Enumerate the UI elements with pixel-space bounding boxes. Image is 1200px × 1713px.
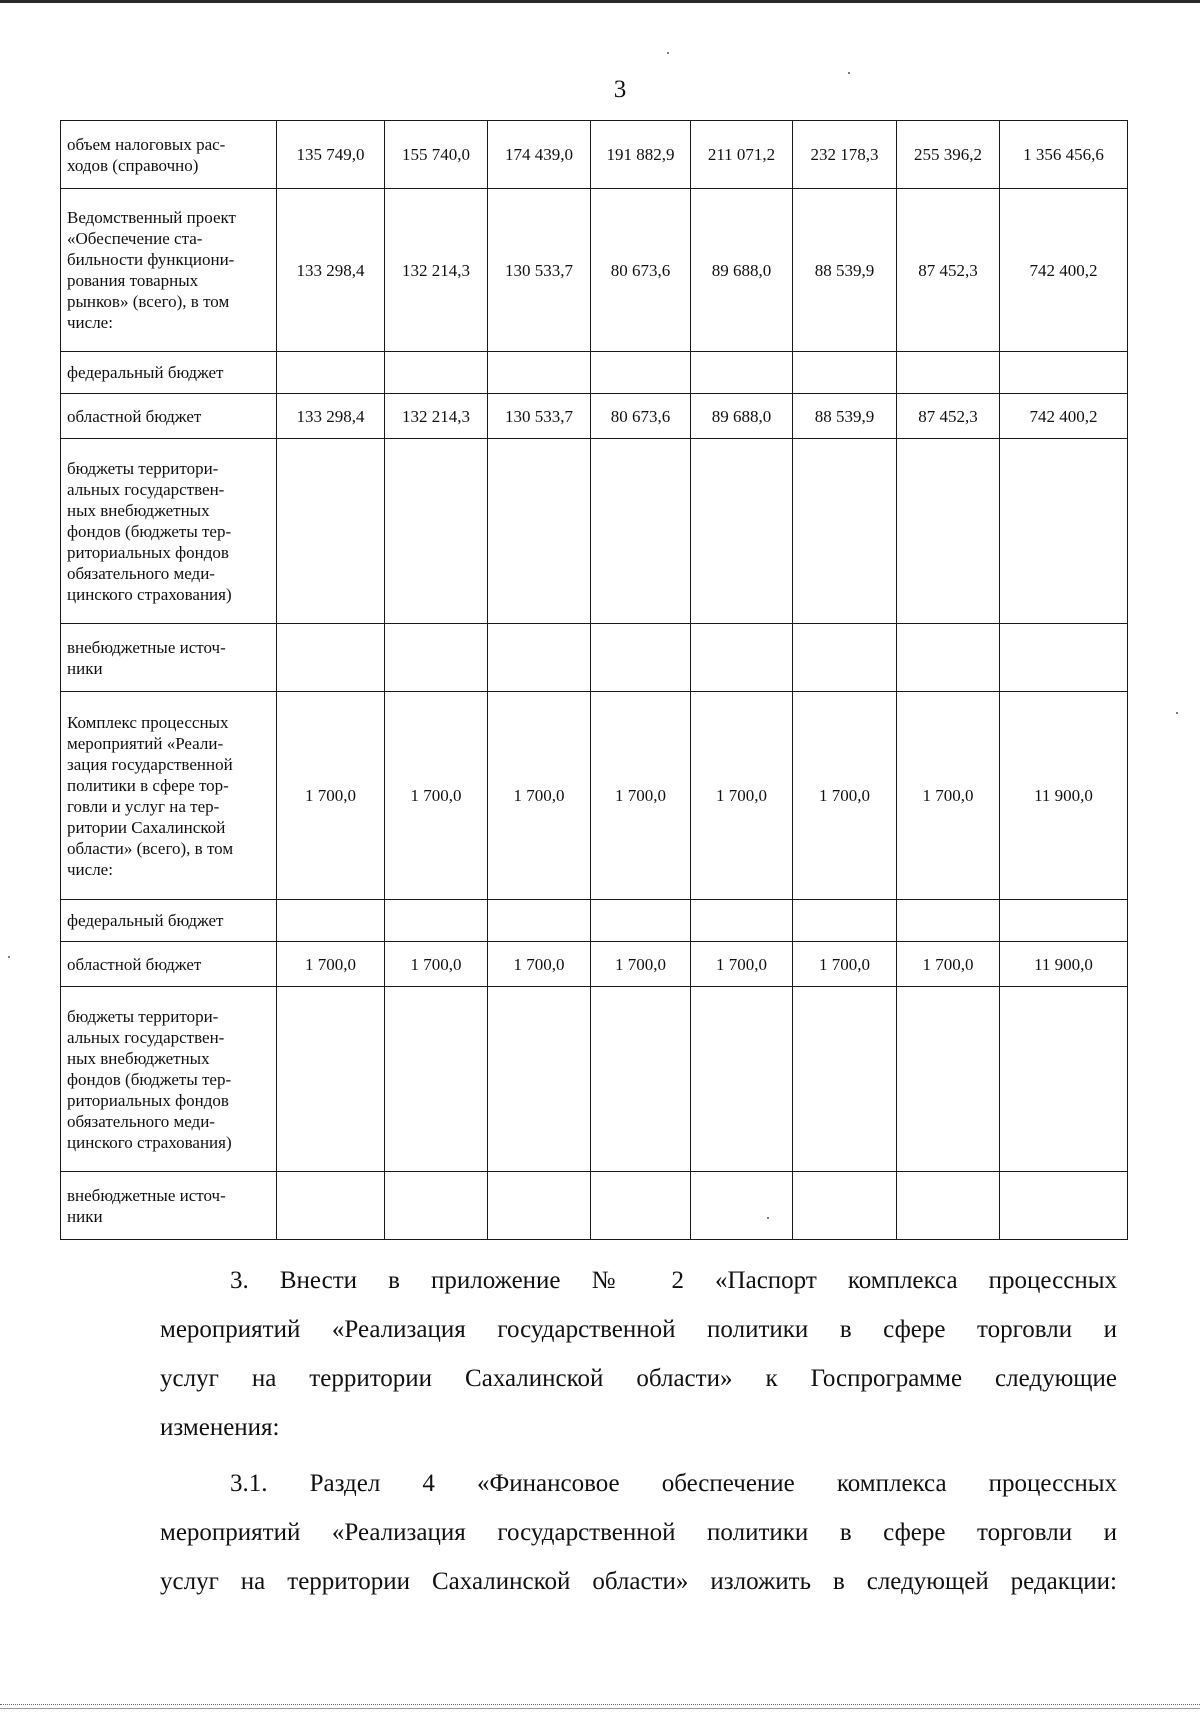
value-cell (691, 987, 793, 1172)
value-cell (385, 987, 488, 1172)
row-label-line: «Обеспечение ста- (67, 229, 203, 248)
value-cell (591, 352, 691, 394)
row-label-line: областной бюджет (67, 954, 202, 974)
row-label-cell (61, 1172, 277, 1240)
value-cell (385, 439, 488, 624)
row-label-line: ритории Сахалинской (67, 817, 226, 837)
value-cell (691, 624, 793, 692)
row-label-line: обязательного меди- (67, 563, 215, 583)
value-cell (1000, 624, 1128, 692)
value-cell: 88 539,9 (793, 394, 897, 439)
value-cell: 135 749,0 (277, 121, 385, 189)
table-row (61, 189, 1128, 352)
value-cell: 1 700,0 (277, 692, 385, 900)
paragraph-item-3 (160, 1256, 1117, 1452)
table-row (61, 692, 1128, 900)
value-cell: 132 214,3 (385, 189, 488, 352)
value-cell (897, 900, 1000, 942)
row-label-line: ных внебюджетных (67, 1048, 210, 1068)
row-label-line: зация государственной (67, 754, 233, 774)
value-cell: 87 452,3 (897, 189, 1000, 352)
value-cell: 11 900,0 (1000, 692, 1128, 900)
row-label-cell (61, 692, 277, 900)
value-cell: 174 439,0 (488, 121, 591, 189)
row-label-cell (61, 352, 277, 394)
value-cell (897, 1172, 1000, 1240)
value-cell: 742 400,2 (1000, 189, 1128, 352)
value-cell (897, 352, 1000, 394)
value-cell (488, 624, 591, 692)
value-cell (488, 900, 591, 942)
value-cell (591, 987, 691, 1172)
scan-speck (8, 956, 10, 958)
row-label-line: ники (67, 1206, 103, 1226)
row-label-line: фондов (бюджеты тер- (67, 521, 232, 541)
value-cell: 1 700,0 (488, 942, 591, 987)
value-cell: 1 700,0 (591, 692, 691, 900)
value-cell (385, 624, 488, 692)
value-cell (793, 352, 897, 394)
value-cell (488, 352, 591, 394)
value-cell: 133 298,4 (277, 189, 385, 352)
value-cell: 88 539,9 (793, 189, 897, 352)
row-label-line: альных государствен- (67, 1027, 225, 1047)
text-line: услуг на территории Сахалинской области» изложить в следующей редакции: (160, 1568, 1117, 1595)
financing-table (60, 120, 1128, 1240)
value-cell: 1 700,0 (691, 942, 793, 987)
value-cell: 1 700,0 (793, 692, 897, 900)
table-row (61, 1172, 1128, 1240)
top-edge-rule (0, 0, 1200, 3)
row-label-cell (61, 394, 277, 439)
row-label-cell (61, 121, 277, 189)
value-cell: 211 071,2 (691, 121, 793, 189)
row-label-line: внебюджетные источ- (67, 1185, 226, 1205)
table-row (61, 394, 1128, 439)
value-cell (1000, 439, 1128, 624)
row-label-line: ходов (справочно) (67, 155, 199, 175)
value-cell: 80 673,6 (591, 189, 691, 352)
value-cell: 80 673,6 (591, 394, 691, 439)
value-cell: 89 688,0 (691, 189, 793, 352)
row-label-line: федеральный бюджет (67, 911, 224, 930)
value-cell: 1 700,0 (691, 692, 793, 900)
value-cell: 1 700,0 (591, 942, 691, 987)
row-label-line: бюджеты территори- (67, 458, 219, 478)
value-cell (793, 987, 897, 1172)
value-cell (691, 439, 793, 624)
value-cell: 1 700,0 (385, 692, 488, 900)
scan-speck (667, 52, 669, 54)
value-cell (1000, 900, 1128, 942)
value-cell: 155 740,0 (385, 121, 488, 189)
row-label-line: рынков» (всего), в том (67, 292, 230, 311)
row-label-line: мероприятий «Реали- (67, 733, 224, 753)
value-cell: 133 298,4 (277, 394, 385, 439)
table-row (61, 987, 1128, 1172)
table-row (61, 900, 1128, 942)
value-cell (591, 900, 691, 942)
value-cell (691, 352, 793, 394)
value-cell (897, 987, 1000, 1172)
value-cell (591, 439, 691, 624)
document-body (160, 1256, 1117, 1606)
row-label-line: альных государствен- (67, 479, 225, 499)
value-cell: 1 700,0 (488, 692, 591, 900)
value-cell (488, 987, 591, 1172)
row-label-line: говли и услуг на тер- (67, 796, 220, 816)
row-label-line: внебюджетные источ- (67, 637, 226, 657)
row-label-line: Комплекс процессных (67, 712, 229, 732)
text-line: услуг на территории Сахалинской области» к Госпрограмме следующие (160, 1365, 1117, 1392)
bottom-edge-rule (0, 1704, 1200, 1709)
value-cell: 1 700,0 (897, 942, 1000, 987)
value-cell: 130 533,7 (488, 394, 591, 439)
page-number: 3 (613, 76, 627, 103)
row-label-line: цинского страхования) (67, 1132, 232, 1152)
value-cell: 1 700,0 (793, 942, 897, 987)
value-cell (691, 1172, 793, 1240)
financing-table-body (61, 121, 1128, 1240)
row-label-cell (61, 624, 277, 692)
value-cell: 1 700,0 (897, 692, 1000, 900)
scan-speck (848, 72, 850, 74)
value-cell (385, 1172, 488, 1240)
value-cell: 87 452,3 (897, 394, 1000, 439)
row-label-cell (61, 987, 277, 1172)
value-cell (793, 624, 897, 692)
value-cell (1000, 352, 1128, 394)
value-cell (385, 352, 488, 394)
value-cell: 132 214,3 (385, 394, 488, 439)
value-cell: 191 882,9 (591, 121, 691, 189)
value-cell: 130 533,7 (488, 189, 591, 352)
value-cell (793, 900, 897, 942)
text-line: 3. Внести в приложение № 2 «Паспорт комплекса процессных (230, 1267, 1117, 1294)
value-cell (277, 439, 385, 624)
row-label-line: Ведомственный проект (67, 208, 236, 227)
value-cell (277, 1172, 385, 1240)
value-cell (277, 352, 385, 394)
row-label-line: обязательного меди- (67, 1111, 215, 1131)
value-cell: 1 356 456,6 (1000, 121, 1128, 189)
value-cell (1000, 1172, 1128, 1240)
text-line: изменения: (160, 1414, 280, 1441)
value-cell (591, 1172, 691, 1240)
value-cell (793, 1172, 897, 1240)
value-cell (793, 439, 897, 624)
table-row (61, 942, 1128, 987)
row-label-line: цинского страхования) (67, 584, 232, 604)
value-cell (897, 439, 1000, 624)
value-cell: 742 400,2 (1000, 394, 1128, 439)
value-cell (488, 1172, 591, 1240)
row-label-cell (61, 942, 277, 987)
value-cell: 232 178,3 (793, 121, 897, 189)
row-label-line: федеральный бюджет (67, 363, 224, 382)
row-label-line: объем налоговых рас- (67, 134, 226, 154)
row-label-line: риториальных фондов (67, 1090, 229, 1110)
row-label-line: бюджеты территори- (67, 1006, 219, 1026)
row-label-line: риториальных фондов (67, 542, 229, 562)
value-cell: 1 700,0 (385, 942, 488, 987)
value-cell: 1 700,0 (277, 942, 385, 987)
text-line: мероприятий «Реализация государственной политики в сфере торговли и (160, 1519, 1117, 1546)
row-label-cell (61, 189, 277, 352)
value-cell (277, 987, 385, 1172)
value-cell (277, 624, 385, 692)
row-label-line: политики в сфере тор- (67, 775, 229, 795)
value-cell (691, 900, 793, 942)
row-label-line: ники (67, 658, 103, 678)
row-label-line: числе: (67, 313, 113, 332)
row-label-cell (61, 900, 277, 942)
row-label-line: рования товарных (67, 271, 199, 290)
table-row (61, 624, 1128, 692)
value-cell (385, 900, 488, 942)
scan-speck (767, 1217, 769, 1219)
value-cell (488, 439, 591, 624)
value-cell (591, 624, 691, 692)
value-cell: 89 688,0 (691, 394, 793, 439)
paragraph-item-3-1 (160, 1459, 1117, 1606)
value-cell: 255 396,2 (897, 121, 1000, 189)
value-cell (897, 624, 1000, 692)
table-row (61, 439, 1128, 624)
table-row (61, 121, 1128, 189)
value-cell (1000, 987, 1128, 1172)
scan-speck (1176, 712, 1178, 714)
value-cell (277, 900, 385, 942)
text-line: мероприятий «Реализация государственной политики в сфере торговли и (160, 1316, 1117, 1343)
row-label-line: фондов (бюджеты тер- (67, 1069, 232, 1089)
text-line: 3.1. Раздел 4 «Финансовое обеспечение комплекса процессных (230, 1470, 1117, 1497)
value-cell: 11 900,0 (1000, 942, 1128, 987)
row-label-line: областной бюджет (67, 406, 202, 426)
row-label-line: области» (всего), в том (67, 838, 234, 858)
row-label-line: бильности функциони- (67, 250, 235, 269)
row-label-cell (61, 439, 277, 624)
row-label-line: числе: (67, 859, 113, 879)
row-label-line: ных внебюджетных (67, 500, 210, 520)
table-row (61, 352, 1128, 394)
